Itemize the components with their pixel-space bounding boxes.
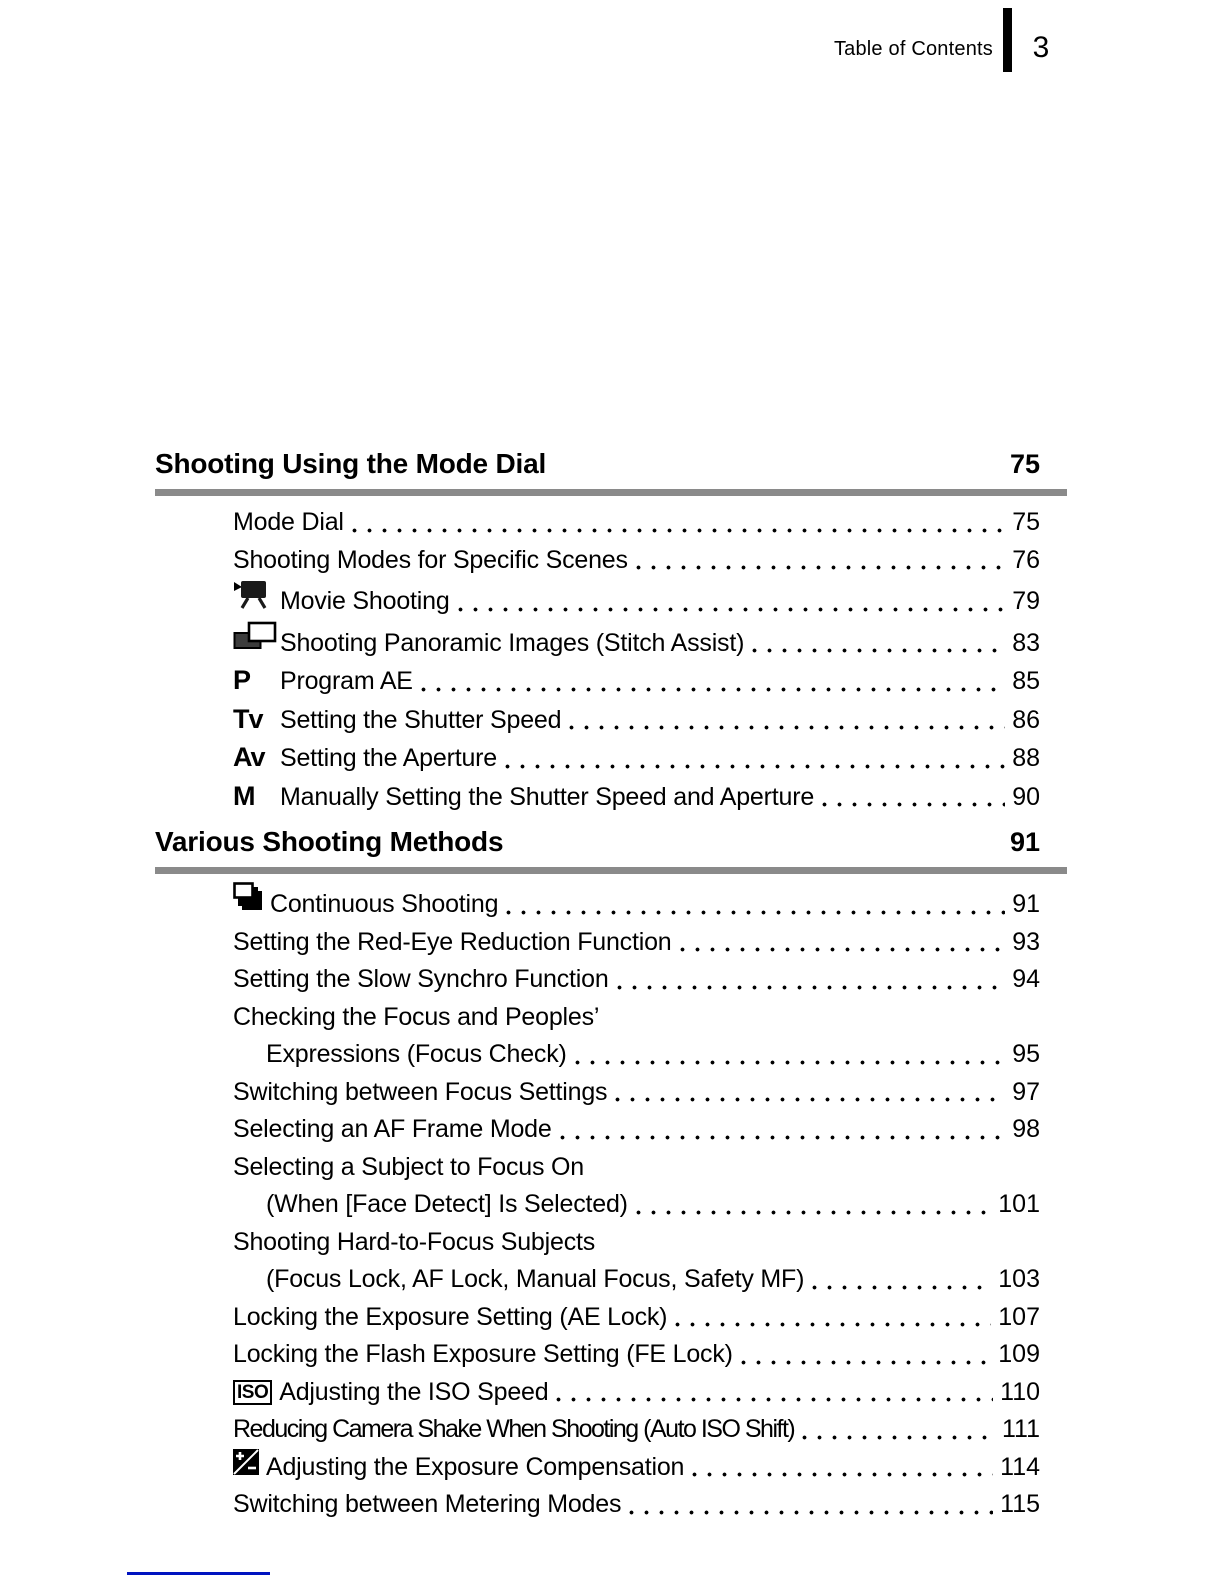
movie-camera-icon: [233, 579, 280, 609]
toc-entry-line1: [233, 1224, 1040, 1262]
entry-title: Adjusting the ISO Speed: [279, 1377, 549, 1406]
entry-page-number: 107: [998, 1302, 1040, 1331]
dot-leader: [817, 778, 1008, 817]
section-heading: [155, 448, 1067, 480]
toc-entry: [233, 1486, 1040, 1524]
toc-entry: [233, 924, 1040, 962]
entry-page-number: 110: [1000, 1377, 1040, 1406]
entry-title: Shooting Modes for Specific Scenes: [233, 545, 628, 574]
entry-title: Selecting a Subject to Focus On: [233, 1152, 584, 1181]
toc-entry: [233, 739, 1040, 778]
entry-page-number: 101: [998, 1190, 1040, 1218]
entry-title-continuation: (Focus Lock, AF Lock, Manual Focus, Safety MF): [266, 1265, 805, 1293]
manual-mode-icon: M: [233, 780, 255, 811]
aperture-priority-icon: Av: [233, 742, 265, 772]
toc-entry-line2: [233, 1036, 1040, 1074]
section-heading: [155, 826, 1067, 858]
dot-leader: [564, 701, 1008, 740]
entry-page-number: 75: [1012, 508, 1040, 536]
header-context-label: Table of Contents: [833, 38, 993, 60]
dot-leader: [736, 1336, 994, 1374]
section-page-number: 75: [1009, 449, 1040, 479]
toc-entry: [233, 1374, 1040, 1412]
entry-page-number: 109: [998, 1340, 1040, 1368]
toc-entry: [233, 1074, 1040, 1112]
toc-entry: [233, 1411, 1040, 1449]
entry-title: Manually Setting the Shutter Speed and Aperture: [280, 782, 815, 811]
dot-leader: [501, 882, 1008, 924]
entry-page-number: 86: [1012, 705, 1040, 734]
dot-leader: [347, 504, 1008, 542]
toc-entry: [233, 1299, 1040, 1337]
dot-leader: [670, 1299, 994, 1337]
entry-title: Checking the Focus and Peoples’: [233, 1002, 600, 1031]
entry-title: Program AE: [280, 667, 413, 695]
dot-leader: [687, 1449, 996, 1487]
dot-leader: [555, 1111, 1009, 1149]
dot-leader: [747, 621, 1008, 663]
entry-page-number: 83: [1012, 628, 1040, 657]
entry-title: Shooting Hard-to-Focus Subjects: [233, 1227, 596, 1256]
footer-link-line: [127, 1572, 270, 1575]
toc-entry: [233, 504, 1040, 542]
toc-entry: [233, 882, 1040, 924]
dot-leader: [453, 579, 1009, 621]
entry-page-number: 91: [1012, 890, 1040, 918]
entry-title-continuation: Expressions (Focus Check): [266, 1040, 567, 1068]
section-rule: [155, 489, 1067, 496]
entry-title: Setting the Shutter Speed: [280, 705, 562, 734]
entry-title: Selecting an AF Frame Mode: [233, 1115, 552, 1143]
toc-content: [155, 0, 1067, 1524]
dot-leader: [500, 739, 1008, 778]
entry-page-number: 103: [998, 1265, 1040, 1293]
dot-leader: [807, 1261, 994, 1299]
entry-page-number: 76: [1012, 545, 1040, 574]
dot-leader: [610, 1074, 1008, 1112]
toc-entry-line2: [233, 1186, 1040, 1224]
entry-page-number: 97: [1012, 1077, 1040, 1106]
entry-page-number: 111: [1001, 1415, 1040, 1443]
dot-leader: [675, 924, 1009, 962]
entry-title: Setting the Red-Eye Reduction Function: [233, 927, 672, 956]
dot-leader: [570, 1036, 1009, 1074]
toc-entry: [233, 542, 1040, 580]
entry-title: Setting the Slow Synchro Function: [233, 965, 609, 993]
entry-page-number: 115: [1000, 1490, 1040, 1518]
entry-title: Reducing Camera Shake When Shooting (Auto ISO Shift): [233, 1415, 795, 1443]
dot-leader: [612, 961, 1009, 999]
shutter-priority-icon: Tv: [233, 703, 263, 734]
section-title: Various Shooting Methods: [155, 826, 504, 857]
entry-title: Adjusting the Exposure Compensation: [266, 1452, 685, 1481]
toc-entry: [233, 778, 1040, 817]
dot-leader: [416, 662, 1008, 701]
entry-title-continuation: (When [Face Detect] Is Selected): [266, 1190, 628, 1218]
section-entries: [155, 504, 1067, 816]
entry-title: Shooting Panoramic Images (Stitch Assist): [280, 628, 745, 657]
entry-title: Setting the Aperture: [280, 744, 497, 772]
toc-entry: [233, 1449, 1040, 1487]
toc-entry-line1: [233, 999, 1040, 1037]
dot-leader: [797, 1411, 998, 1449]
continuous-shooting-icon: [233, 882, 270, 912]
entry-page-number: 114: [1000, 1452, 1040, 1481]
header-page-number: 3: [1032, 31, 1050, 64]
entry-page-number: 95: [1012, 1040, 1040, 1068]
toc-entry: [233, 621, 1040, 663]
toc-entry: [233, 579, 1040, 621]
section-rule: [155, 867, 1067, 874]
entry-page-number: 79: [1012, 587, 1040, 615]
toc-entry: [233, 662, 1040, 701]
section-entries: [155, 882, 1067, 1524]
section-page-number: 91: [1009, 827, 1040, 857]
toc-entry: [233, 701, 1040, 740]
entry-page-number: 93: [1012, 927, 1040, 956]
toc-entry-line2: [233, 1261, 1040, 1299]
entry-title: Switching between Metering Modes: [233, 1490, 622, 1518]
entry-title: Switching between Focus Settings: [233, 1077, 608, 1106]
toc-entry: [233, 1111, 1040, 1149]
entry-title: Locking the Flash Exposure Setting (FE Lock): [233, 1340, 733, 1368]
exposure-compensation-icon: [233, 1449, 266, 1475]
entry-page-number: 94: [1012, 965, 1040, 993]
entry-title: Movie Shooting: [280, 587, 450, 615]
program-mode-icon: P: [233, 665, 251, 695]
stitch-assist-icon: [233, 621, 280, 651]
entry-page-number: 85: [1012, 667, 1040, 695]
entry-page-number: 98: [1012, 1115, 1040, 1143]
entry-title: Locking the Exposure Setting (AE Lock): [233, 1302, 668, 1331]
dot-leader: [631, 542, 1008, 580]
dot-leader: [624, 1486, 996, 1524]
dot-leader: [551, 1374, 996, 1412]
entry-title: Continuous Shooting: [270, 890, 499, 918]
entry-page-number: 88: [1012, 744, 1040, 772]
toc-entry: [233, 961, 1040, 999]
iso-speed-icon: ISO: [233, 1380, 272, 1405]
dot-leader: [631, 1186, 994, 1224]
section-title: Shooting Using the Mode Dial: [155, 448, 547, 479]
entry-title: Mode Dial: [233, 508, 344, 536]
entry-page-number: 90: [1012, 782, 1040, 811]
toc-entry-line1: [233, 1149, 1040, 1187]
toc-entry: [233, 1336, 1040, 1374]
